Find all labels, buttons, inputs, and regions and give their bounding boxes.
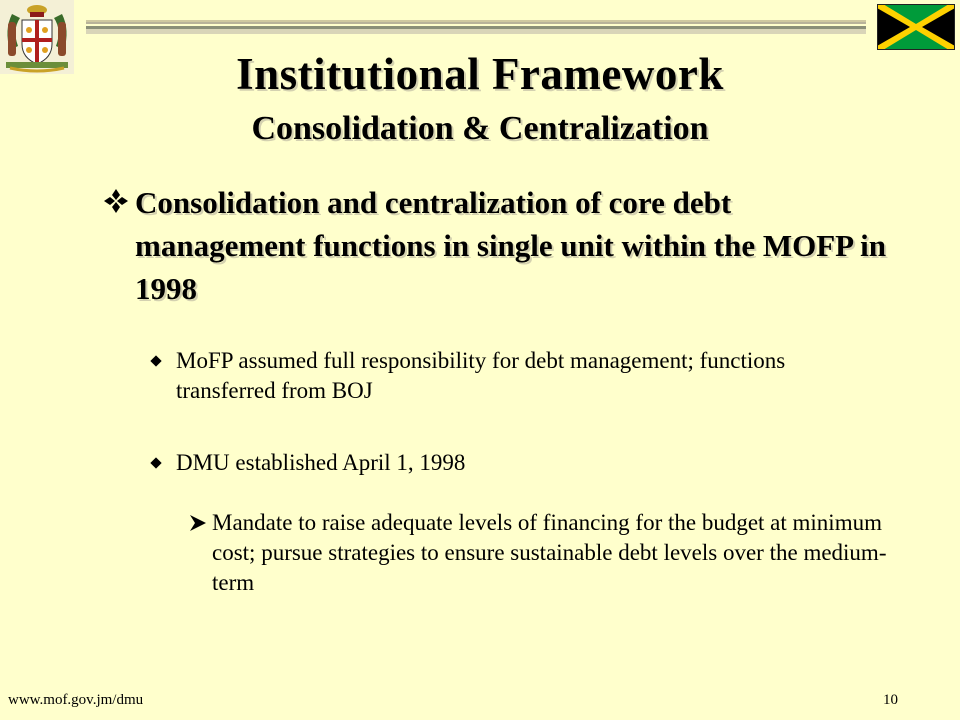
footer-url: www.mof.gov.jm/dmu bbox=[8, 692, 144, 708]
sub-bullet-text: DMU established April 1, 1998 bbox=[176, 450, 466, 475]
page-number: 10 bbox=[883, 692, 898, 708]
main-bullet-text: Consolidation and centralization of core debt management functions in single unit within the MOFP in 1998 bbox=[135, 185, 886, 306]
header-rule bbox=[86, 20, 866, 34]
four-diamond-bullet-icon bbox=[103, 188, 129, 214]
detail-bullet bbox=[188, 508, 888, 598]
diamond-bullet-icon bbox=[150, 355, 161, 366]
sub-bullet bbox=[150, 346, 890, 406]
main-bullet bbox=[103, 181, 893, 310]
jamaica-flag-icon bbox=[877, 4, 955, 50]
sub-bullet bbox=[150, 448, 890, 478]
slide-title: Institutional Framework bbox=[236, 49, 724, 99]
detail-bullet-text: Mandate to raise adequate levels of financing for the budget at minimum cost; pursue strategies to ensure sustainable debt levels over the medium-term bbox=[212, 510, 887, 595]
sub-bullet-text: MoFP assumed full responsibility for debt management; functions transferred from BOJ bbox=[176, 348, 786, 403]
slide-subtitle: Consolidation & Centralization bbox=[251, 110, 709, 147]
diamond-bullet-icon bbox=[150, 457, 161, 468]
arrowhead-bullet-icon bbox=[188, 514, 208, 532]
